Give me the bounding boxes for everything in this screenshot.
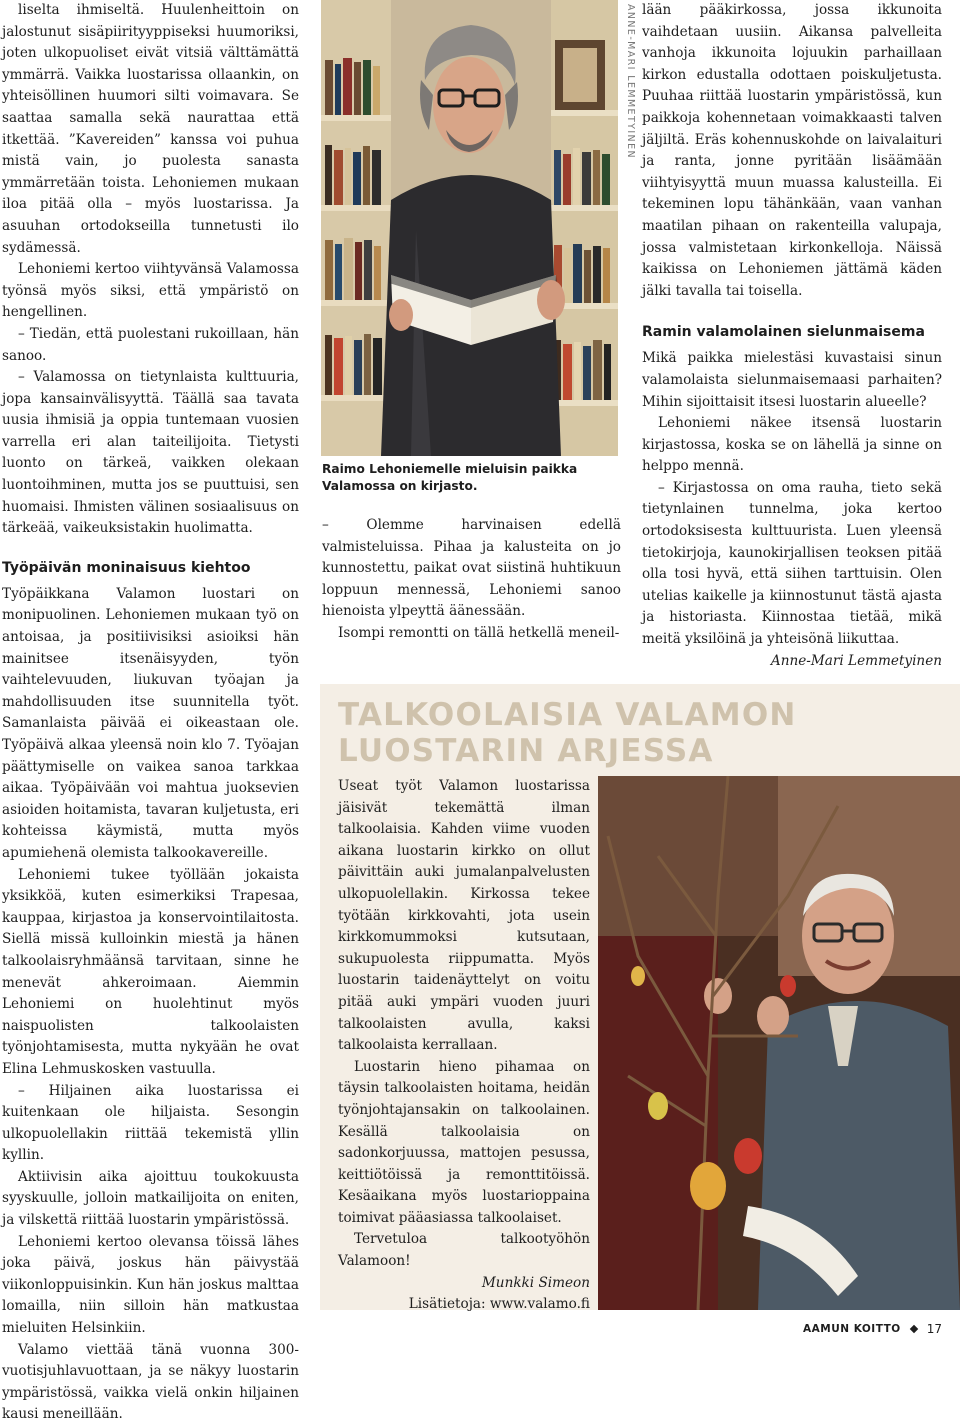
- body-paragraph: – Hiljainen aika luostarissa ei kuitenkaan ole hiljaista. Sesongin ulkopuolellakin riittää tekemistä yllin kyllin.: [2, 1082, 299, 1164]
- author-signature: Anne-Mari Lemmetyinen: [770, 652, 942, 669]
- box-title: TALKOOLAISIA VALAMON LUOSTARIN ARJESSA: [338, 697, 797, 769]
- body-paragraph: Luostarin hieno pihamaa on täysin talkoolaisten hoitama, heidän työnjohtajansakin on talkoolainen. Kesällä talkoolaisia on sadonkorjuussa, mattojen pesussa, keittiötöissä ja remonttitöissä. Kesäaikana myös luostarioppaina toimivat pääasiassa talkoolaiset.: [338, 1058, 590, 1226]
- body-paragraph: Isompi remontti on tällä hetkellä meneil-: [338, 624, 620, 641]
- section-heading: Työpäivän moninaisuus kiehtoo: [2, 559, 251, 576]
- volunteer-photo-illustration: [598, 776, 960, 1310]
- body-paragraph: Lehoniemi näkee itsensä luostarin kirjastossa, koska se on lähellä ja sinne on helppo mennä.: [642, 415, 942, 475]
- body-paragraph: Useat työt Valamon luostarissa jäisivät tekemättä ilman talkoolaisia. Kahden viime vuoden aikana luostarin kirkko on ollut päivittäin auki jumalanpalvelusten ulkopuolellakin. Kirkossa tekee työtään kirkkovahti, jota usein kirkkomummoksi kutsutaan, sukupuolesta riippumatta. Myös luostarin taidenäyttelyt on voitu pitää auki ympäri vuoden juuri talkoolaisten avulla, kaksi talkoolaista kerrallaan.: [338, 778, 590, 1054]
- photo-caption: Raimo Lehoniemelle mieluisin paikka Valamossa on kirjasto.: [322, 462, 578, 493]
- body-paragraph: – Valamossa on tietynlaista kulttuuria, jopa kansainvälisyyttä. Täällä saa tavata uusia ihmisiä ja oppia tuntemaan vuosien varrella eri alan taiteilijoita. Tietysti luonto on tärkeä, vaikken olekaan luontoihminen, mutta jos se puuttuisi, sen huomaisi. Ihmisten välinen sosiaalisuus on tärkeää, vaikeuksistakin huolimatta.: [2, 369, 299, 537]
- body-paragraph: Lehoniemi tukee työllään jokaista yksikköä, kuten esimerkiksi Trapesaa, kauppaa, kirjastoa ja konservointilaitosta. Siellä missä kulloinkin miestä ja hänen talkoolaisryhmäänsä tarvitaan, sinne he menevät ahkeroimaan. Aiemmin Lehoniemi on huolehtinut myös naispuolisten talkoolaisten työnjohtamisesta, mutta nykyään he ovat Elina Lehmuskosken vastuulla.: [2, 866, 299, 1077]
- author-signature: Munkki Simeon: [481, 1274, 590, 1291]
- publication-name: AAMUN KOITTO: [803, 1323, 901, 1335]
- section-heading: Ramin valamolainen sielunmaisema: [642, 324, 925, 341]
- page-footer: [803, 1322, 942, 1336]
- body-paragraph: Työpäikkana Valamon luostari on monipuolinen. Lehoniemen mukaan työ on antoisaa, ja positiivisiksi asioiksi hän mainitsee itsenäisyyden, työn vaihtelevuuden, liukuvan työajan ja mahdollisuuden itse suunnitella työt. Samanlaista päivää ei oikeastaan ole. Työpäivä alkaa yleensä noin klo 7. Työajan päättymiselle on vaikea sanoa tarkkaa aikaa. Työpäivään voi mahtua juoksevien asioiden hoitamista, tavaran kuljetusta, eri kohteissa käymistä, mutta myös apumiehenä olemista talkookavereille.: [2, 585, 299, 861]
- library-photo: [321, 0, 618, 456]
- body-paragraph: Mikä paikka mielestäsi kuvastaisi sinun valamolaista sielunmaisemaasi parhaiten? Mihin sijoittaisit itsesi luostarin alueelle?: [642, 350, 942, 410]
- body-paragraph: liselta ihmiseltä. Huulenheittoin on jalostunut sisäpiirityyppiseksi huumoriksi, joten ulkopuoliset eivät vitsiä välttämättä ymmärrä. Vaikka luostarissa ollaankin, on yhteisöllinen huumori silti voimavara. Se saattaa samalla sekä naurattaa että itkettää. ”Kavereiden” kanssa voi puhua mistä vain, jo puolesta sanasta ymmärretään toista. Lehoniemen mukaan iloa pitää olla – myös luostarissa. Ja asuuhan ortodokseilla tunnetusti ilo sydämessä.: [2, 2, 299, 256]
- diamond-icon: [909, 1325, 917, 1333]
- left-text-column: [2, 0, 299, 1426]
- library-photo-illustration: [321, 0, 618, 456]
- volunteer-photo: [598, 776, 960, 1310]
- middle-text-column: [322, 515, 621, 645]
- body-paragraph: Lehoniemi kertoo viihtyvänsä Valamossa työnsä myös siksi, että ympäristö on hengellinen.: [2, 261, 299, 321]
- body-paragraph: lään pääkirkossa, jossa ikkunoita vaihdetaan uusiin. Aikansa palvelleita vanhoja ikkunoita lojuukin parhaillaan kirkon edustalla odottaen poiskuljetusta. Puuhaa riittää luostarin ympäristössä, kun paikkoja kohennetaan voimakkaasti talven jäljiltä. Eräs kohennuskohde on laivalaituri ja ranta, jonne pyritään lisäämään viihtyisyyttä muun muassa kalusteilla. Ei tekeminen lopu tähänkään, vaan vanhan maatilan pihaan on rakenteilla valupaja, jossa valmistetaan kirkonkelloja. Näissä kaikissa on Lehoniemen jättämä käden jälki tavalla tai toisella.: [642, 2, 942, 299]
- photo-credit: ANNE-MARI LEMMETYINEN: [625, 4, 636, 159]
- body-paragraph: – Olemme harvinaisen edellä valmisteluissa. Pihaa ja kalusteita on jo kunnostettu, paikat ovat siistinä huhtikuun loppuun mennessä, Lehoniemi sanoo hienoista ylpeyttä äänessään.: [322, 517, 621, 620]
- body-paragraph: Valamo viettää tänä vuonna 300-vuotisjuhlavuottaan, ja se näkyy luostarin ympäristössä, vaikka vielä onkin hiljainen kausi meneillään.: [2, 1341, 299, 1423]
- right-text-column: [642, 0, 942, 672]
- more-info-line: Lisätietoja: www.valamo.fi: [408, 1296, 590, 1313]
- page-number: 17: [926, 1322, 942, 1336]
- body-paragraph: Lehoniemi kertoo olevansa töissä lähes joka päivä, joskus hän päivystää viikonloppuisinkin. Kun hän joskus malttaa lomailla, niin silloin hän matkustaa mieluiten Helsinkiin.: [2, 1233, 299, 1337]
- body-paragraph: – Kirjastossa on oma rauha, tieto sekä tietynlainen tunnelma, joka kertoo ortodoksisesta kulttuurista. Luen yleensä tietokirjoja, kaunokirjallisen teoksen pitää olla tosi hyvä, että siihen tarttuisin. Olen utelias kaikelle ja kiinnostunut tästä ajasta ja historiasta. Kiinnostaa tietää, mikä meitä yksilöinä ja yhteisönä liikuttaa.: [642, 479, 942, 648]
- box-text: [338, 776, 590, 1316]
- body-paragraph: – Tiedän, että puolestani rukoillaan, hän sanoo.: [2, 325, 299, 364]
- body-paragraph: Tervetuloa talkootyöhön Valamoon!: [338, 1231, 590, 1270]
- body-paragraph: Aktiivisin aika ajoittuu toukokuusta syyskuulle, jolloin matkailijoita on eniten, ja vilskettä riittää luostarin ympäristössä.: [2, 1168, 299, 1229]
